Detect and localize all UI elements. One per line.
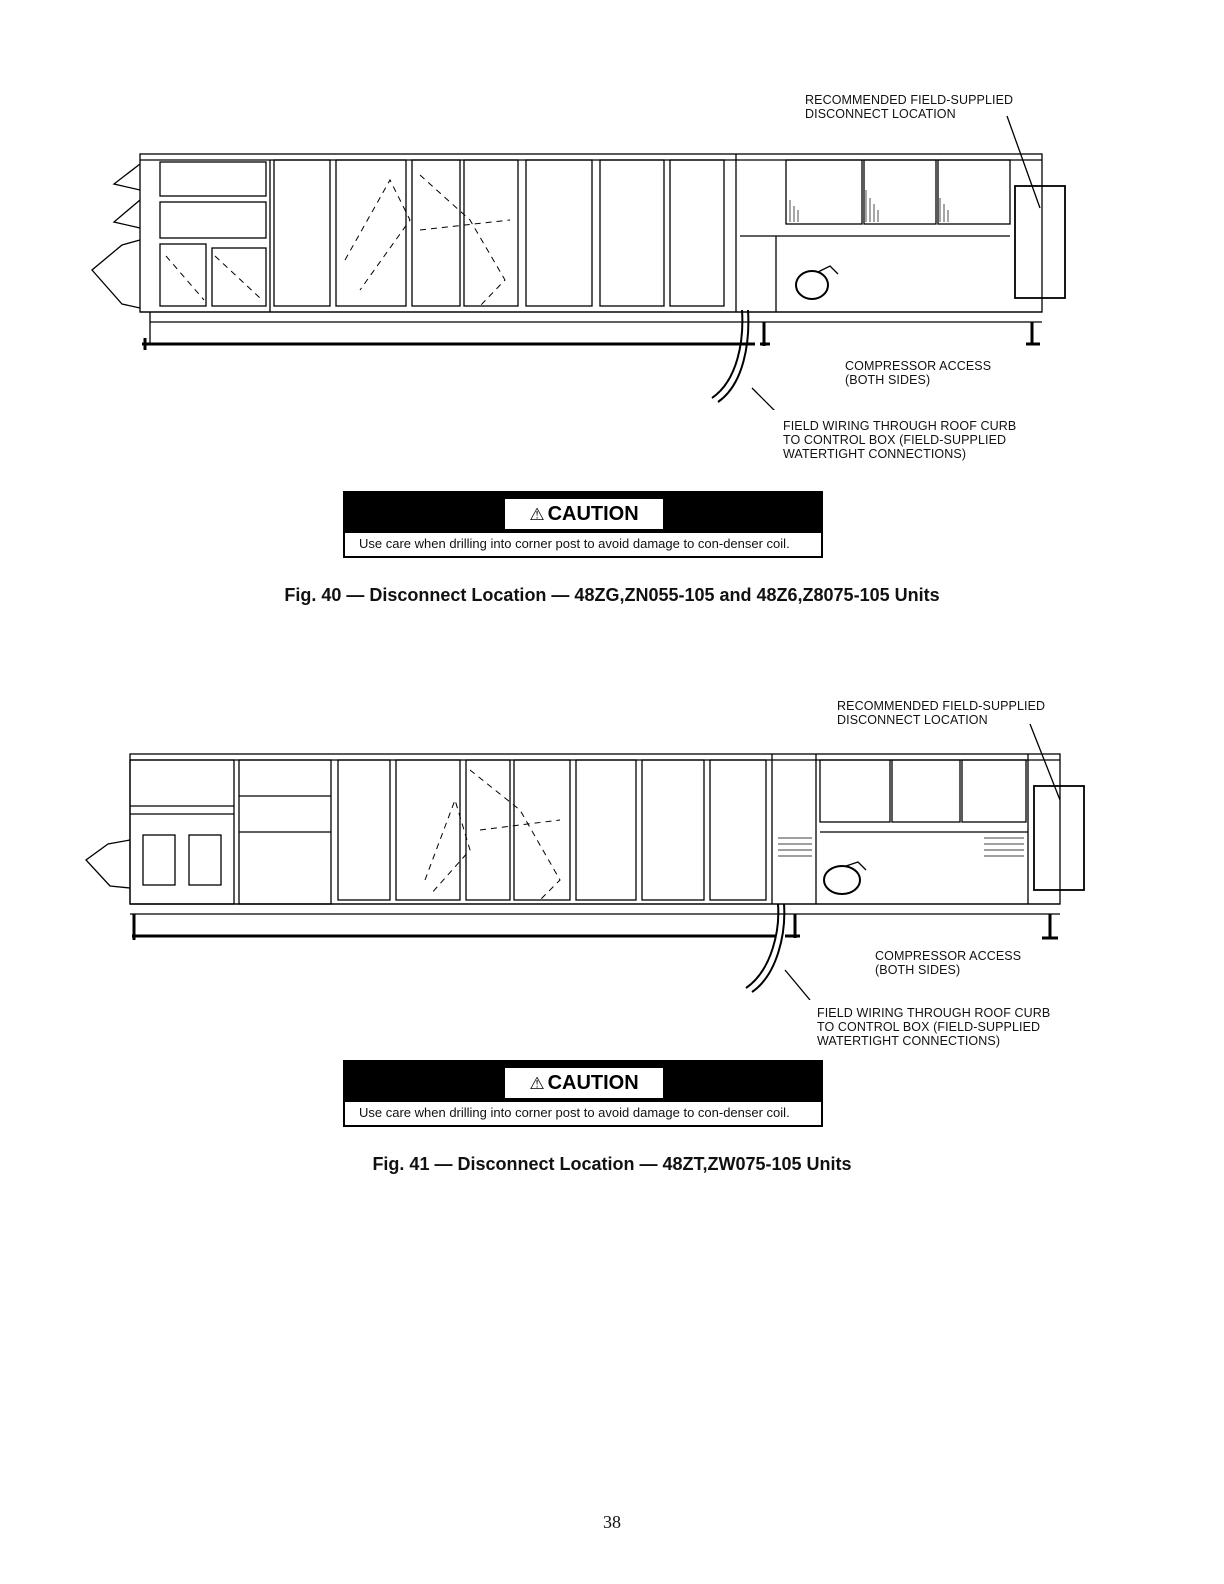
page-number: 38: [603, 1512, 621, 1532]
caution-message: Use care when drilling into corner post to avoid damage to con-denser coil.: [359, 1105, 790, 1120]
rooftop-unit-drawing: [0, 80, 1224, 410]
caution-message: Use care when drilling into corner post to avoid damage to con-denser coil.: [359, 536, 790, 551]
figure-caption: Fig. 41 — Disconnect Location — 48ZT,ZW075-105 Units: [372, 1154, 852, 1174]
callout-compressor-access: COMPRESSOR ACCESS (BOTH SIDES): [845, 359, 992, 387]
caution-label: CAUTION: [547, 503, 639, 525]
caution-label: CAUTION: [547, 1072, 639, 1094]
figure-40: [0, 80, 1224, 620]
callout-compressor-access: COMPRESSOR ACCESS (BOTH SIDES): [875, 949, 1022, 977]
warning-triangle-icon: ⚠: [529, 505, 545, 524]
callout-disconnect-location: RECOMMENDED FIELD-SUPPLIED DISCONNECT LOCATION: [837, 699, 1046, 727]
callout-field-wiring: FIELD WIRING THROUGH ROOF CURB TO CONTROL BOX (FIELD-SUPPLIED WATERTIGHT CONNECTIONS): [783, 419, 1017, 461]
callout-disconnect-location: RECOMMENDED FIELD-SUPPLIED DISCONNECT LOCATION: [805, 93, 1014, 121]
warning-triangle-icon: ⚠: [529, 1074, 545, 1093]
callout-field-wiring: FIELD WIRING THROUGH ROOF CURB TO CONTROL BOX (FIELD-SUPPLIED WATERTIGHT CONNECTIONS): [817, 1006, 1051, 1048]
figure-41: [0, 690, 1224, 1190]
figure-caption: Fig. 40 — Disconnect Location — 48ZG,ZN055-105 and 48Z6,Z8075-105 Units: [284, 585, 940, 605]
caution-box: [343, 1060, 823, 1127]
rooftop-unit-drawing: [0, 690, 1224, 1000]
caution-box: [343, 491, 823, 558]
